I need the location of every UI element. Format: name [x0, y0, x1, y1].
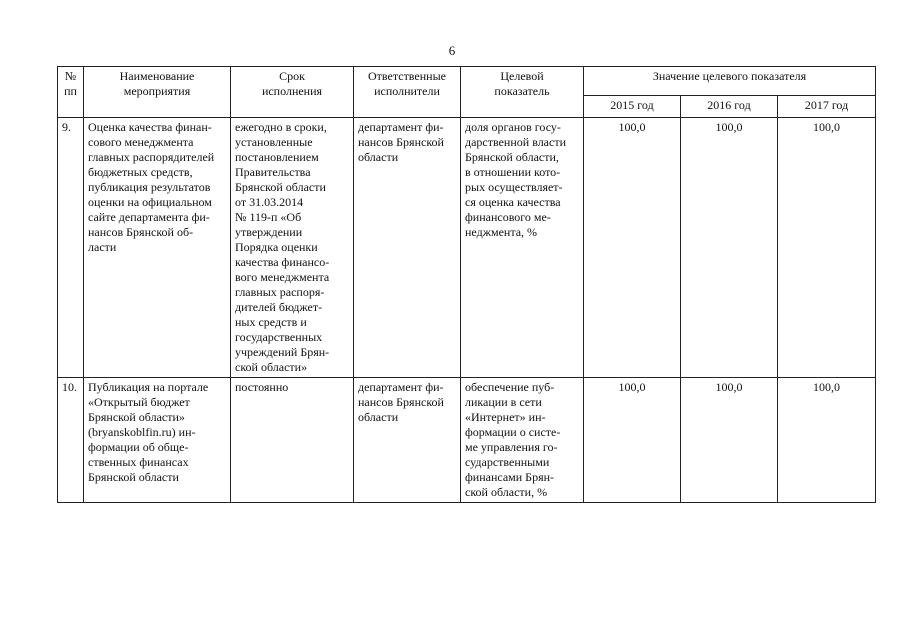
value-2017: 100,0	[778, 118, 876, 378]
page-number: 6	[448, 43, 456, 58]
row-number: 10.	[58, 378, 84, 503]
header-year-2017: 2017 год	[778, 96, 876, 118]
deadline: ежегодно в сроки, установленные постановлением Правительства Брянской области от 31.03.2014 № 119-п «Об утверждении Порядка оценки качества финансо- вого менеджмента главных распоря- дителей бюджет- ных средств и государственных учреждений Брян- ской области»	[231, 118, 354, 378]
target-indicator: обеспечение пуб- ликации в сети «Интернет» ин- формации о систе- ме управления го- сударственными финансами Брян- ской области, %	[461, 378, 584, 503]
responsible: департамент фи- нансов Брянской области	[354, 378, 461, 503]
value-2017: 100,0	[778, 378, 876, 503]
header-deadline: Срок исполнения	[231, 67, 354, 118]
header-target-value-group: Значение целевого показателя	[584, 67, 876, 96]
value-2016: 100,0	[681, 118, 778, 378]
header-year-2015: 2015 год	[584, 96, 681, 118]
row-number: 9.	[58, 118, 84, 378]
value-2015: 100,0	[584, 378, 681, 503]
value-2016: 100,0	[681, 378, 778, 503]
activities-table	[57, 66, 876, 503]
activity-name: Публикация на портале «Открытый бюджет Брянской области» (bryanskoblfin.ru) ин- формации об обще- ственных финансах Брянской области	[84, 378, 231, 503]
header-activity-name: Наименование мероприятия	[84, 67, 231, 118]
header-responsible: Ответственные исполнители	[354, 67, 461, 118]
table-row	[58, 378, 876, 503]
header-year-2016: 2016 год	[681, 96, 778, 118]
header-target-indicator: Целевой показатель	[461, 67, 584, 118]
activity-name: Оценка качества финан- сового менеджмента главных распорядителей бюджетных средств, публикация результатов оценки на официальном сайте департамента фи- нансов Брянской об- ласти	[84, 118, 231, 378]
target-indicator: доля органов госу- дарственной власти Брянской области, в отношении кото- рых осуществляет- ся оценка качества финансового ме- неджмента, %	[461, 118, 584, 378]
header-number: № пп	[58, 67, 84, 118]
table-row	[58, 118, 876, 378]
deadline: постоянно	[231, 378, 354, 503]
value-2015: 100,0	[584, 118, 681, 378]
responsible: департамент фи- нансов Брянской области	[354, 118, 461, 378]
